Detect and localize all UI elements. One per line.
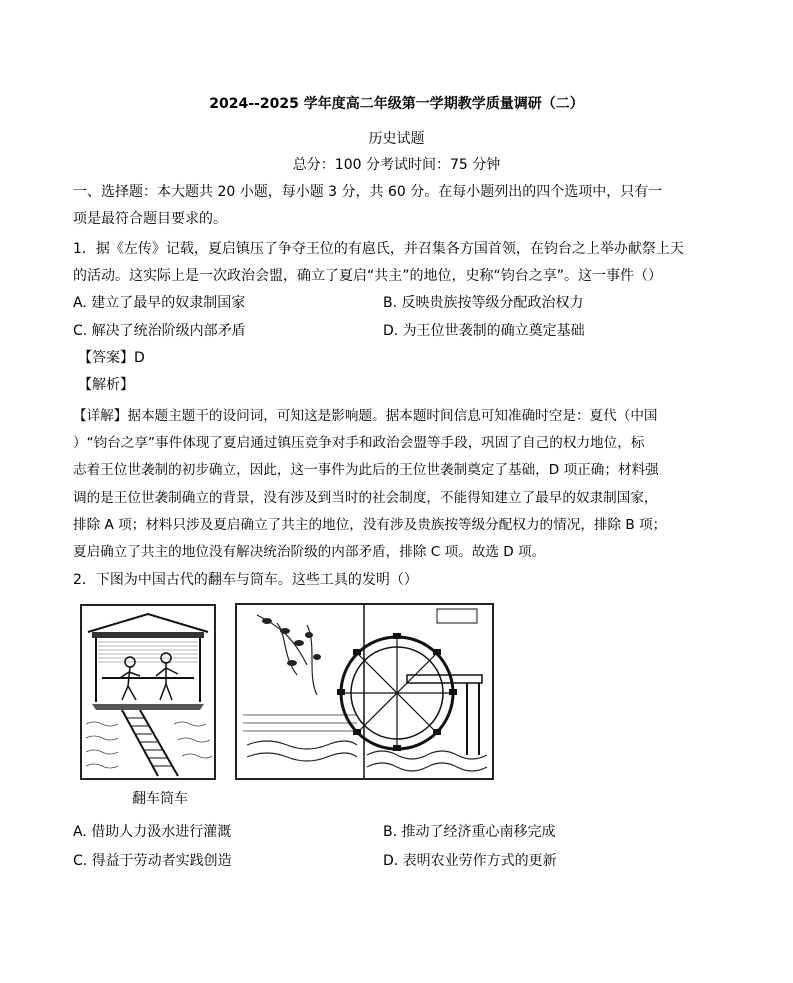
q1-detail-line2: ）“钧台之享”事件体现了夏启通过镇压竞争对手和政治会盟等手段，巩固了自己的权力地位，标: [73, 435, 645, 451]
image-caption: 翻车筒车: [132, 791, 188, 807]
q1-analysis-label: 【解析】: [78, 377, 134, 393]
q2-option-c: C. 得益于劳动者实践创造: [73, 853, 232, 869]
q2-option-b: B. 推动了经济重心南移完成: [383, 824, 556, 840]
q1-option-b: B. 反映贵族按等级分配政治权力: [383, 295, 584, 311]
q1-detail-line1: 【详解】据本题主题干的设问词，可知这是影响题。据本题时间信息可知准确时空是：夏代（中国: [73, 408, 658, 424]
q1-option-a: A. 建立了最早的奴隶制国家: [73, 295, 246, 311]
section-instruction-line1: 一、选择题：本大题共 20 小题，每小题 3 分，共 60 分。在每小题列出的四个选项中，只有一: [73, 184, 663, 200]
exam-title: 2024--2025 学年度高二年级第一学期教学质量调研（二）: [209, 96, 584, 112]
fanche-drawing: [82, 606, 214, 778]
score-time: 总分：100 分考试时间：75 分钟: [292, 157, 501, 173]
tongche-drawing: [237, 605, 492, 778]
q1-detail-line5: 排除 A 项；材料只涉及夏启确立了共主的地位，没有涉及贵族按等级分配权力的情况，排除 B 项；: [73, 517, 667, 533]
q1-detail-line4: 调的是王位世袭制确立的背景，没有涉及到当时的社会制度，不能得知建立了最早的奴隶制国家，: [73, 490, 658, 506]
q2-option-a: A. 借助人力汲水进行灌溉: [73, 824, 232, 840]
q1-stem-line2: 的活动。这实际上是一次政治会盟，确立了夏启“共主”的地位，史称“钧台之享”。这一事件（）: [73, 268, 663, 284]
q1-stem-line1: 1．据《左传》记载，夏启镇压了争夺王位的有扈氏，并召集各方国首领，在钧台之上举办献祭上天: [73, 241, 684, 257]
q1-answer: 【答案】D: [78, 350, 145, 366]
section-instruction-line2: 项是最符合题目要求的。: [73, 211, 227, 227]
q1-detail-line3: 志着王位世袭制的初步确立，因此，这一事件为此后的王位世袭制奠定了基础，D 项正确；材料强: [73, 462, 659, 478]
subject-title: 历史试题: [368, 131, 425, 147]
q1-option-d: D. 为王位世袭制的确立奠定基础: [383, 323, 585, 339]
q1-option-c: C. 解决了统治阶级内部矛盾: [73, 323, 246, 339]
q1-detail-line6: 夏启确立了共主的地位没有解决统治阶级的内部矛盾，排除 C 项。故选 D 项。: [73, 544, 546, 560]
q2-option-d: D. 表明农业劳作方式的更新: [383, 853, 557, 869]
fanche-illustration: [80, 604, 216, 780]
q2-stem: 2．下图为中国古代的翻车与筒车。这些工具的发明（）: [73, 572, 418, 588]
tongche-illustration: [235, 603, 494, 780]
